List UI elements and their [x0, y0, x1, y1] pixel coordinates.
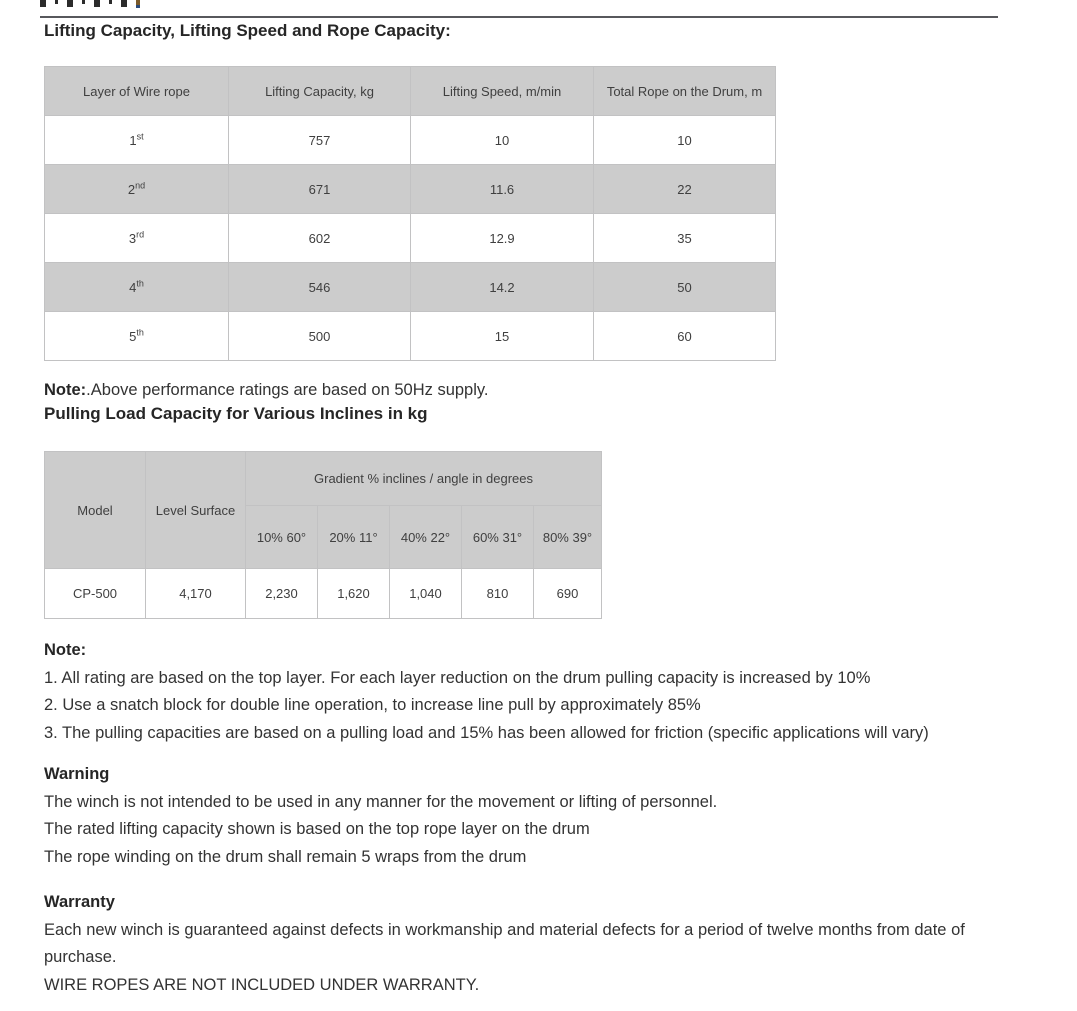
rope-cell: 10 — [594, 116, 776, 165]
note-item-2: 2. Use a snatch block for double line operation, to increase line pull by approximately 85% — [44, 696, 701, 714]
warning-label: Warning — [44, 765, 110, 783]
notes-label: Note: — [44, 641, 87, 659]
warning-section — [44, 761, 994, 871]
table-row — [45, 569, 602, 619]
warning-line-2: The rated lifting capacity shown is based on the top rope layer on the drum — [44, 820, 590, 838]
column-group-gradient: Gradient % inclines / angle in degrees — [246, 452, 602, 506]
layer-ordinal: th — [136, 278, 144, 289]
layer-ordinal: nd — [135, 180, 146, 191]
capacity-cell: 757 — [229, 116, 411, 165]
lifting-capacity-table — [44, 66, 776, 361]
layer-ordinal: th — [136, 327, 144, 338]
table-row — [45, 165, 776, 214]
level-surface-cell: 4,170 — [146, 569, 246, 619]
column-header-gradient-40: 40% 22° — [390, 506, 462, 569]
warning-line-1: The winch is not intended to be used in any manner for the movement or lifting of personnel. — [44, 792, 718, 811]
table-header-row — [45, 452, 602, 506]
warranty-section — [44, 889, 994, 999]
horizontal-divider — [40, 16, 998, 18]
pulling-load-table — [44, 451, 602, 619]
column-header-speed: Lifting Speed, m/min — [411, 67, 594, 116]
warranty-line-1: Each new winch is guaranteed against defects in workmanship and material defects for a period of twelve months from date of purchase. — [44, 920, 965, 966]
column-header-gradient-80: 80% 39° — [534, 506, 602, 569]
rope-cell: 35 — [594, 214, 776, 263]
gradient-10-cell: 2,230 — [246, 569, 318, 619]
rope-cell: 60 — [594, 312, 776, 361]
warranty-line-2: WIRE ROPES ARE NOT INCLUDED UNDER WARRANTY. — [44, 975, 480, 994]
note-item-3: 3. The pulling capacities are based on a pulling load and 15% has been allowed for friction (specific applications will vary) — [44, 723, 929, 742]
layer-cell — [45, 116, 229, 165]
column-header-gradient-20: 20% 11° — [318, 506, 390, 569]
supply-note — [44, 377, 994, 403]
layer-cell — [45, 165, 229, 214]
speed-cell: 11.6 — [411, 165, 594, 214]
column-header-capacity: Lifting Capacity, kg — [229, 67, 411, 116]
column-header-layer: Layer of Wire rope — [45, 67, 229, 116]
capacity-cell: 546 — [229, 263, 411, 312]
note-label: Note: — [44, 381, 87, 399]
capacity-cell: 500 — [229, 312, 411, 361]
table-row — [45, 312, 776, 361]
rope-cell: 22 — [594, 165, 776, 214]
capacity-cell: 671 — [229, 165, 411, 214]
gradient-40-cell: 1,040 — [390, 569, 462, 619]
speed-cell: 15 — [411, 312, 594, 361]
gradient-80-cell: 690 — [534, 569, 602, 619]
model-cell: CP-500 — [45, 569, 146, 619]
pulling-section-heading: Pulling Load Capacity for Various Inclines in kg — [44, 404, 428, 423]
layer-number: 4 — [129, 279, 137, 295]
note-text: .Above performance ratings are based on 50Hz supply. — [86, 381, 489, 399]
layer-cell — [45, 312, 229, 361]
layer-number: 2 — [127, 181, 136, 197]
note-item-1: 1. All rating are based on the top layer. For each layer reduction on the drum pulling capacity is increased by 10% — [44, 668, 871, 687]
layer-number: 3 — [128, 230, 137, 246]
warranty-label: Warranty — [44, 893, 115, 911]
layer-cell — [45, 263, 229, 312]
warning-line-3: The rope winding on the drum shall remain 5 wraps from the drum — [44, 847, 527, 866]
table-row — [45, 116, 776, 165]
column-header-gradient-60: 60% 31° — [462, 506, 534, 569]
layer-number: 1 — [129, 132, 137, 148]
rope-cell: 50 — [594, 263, 776, 312]
cut-off-text-remnant — [40, 0, 320, 9]
layer-ordinal: st — [136, 131, 144, 142]
layer-number: 5 — [129, 328, 137, 344]
column-header-gradient-10: 10% 60° — [246, 506, 318, 569]
capacity-cell: 602 — [229, 214, 411, 263]
table-header-row — [45, 67, 776, 116]
table-row — [45, 263, 776, 312]
speed-cell: 10 — [411, 116, 594, 165]
column-header-level-surface: Level Surface — [146, 452, 246, 569]
speed-cell: 14.2 — [411, 263, 594, 312]
page-content — [44, 20, 994, 999]
lifting-section-heading: Lifting Capacity, Lifting Speed and Rope Capacity: — [44, 21, 451, 40]
gradient-20-cell: 1,620 — [318, 569, 390, 619]
speed-cell: 12.9 — [411, 214, 594, 263]
column-header-rope: Total Rope on the Drum, m — [594, 67, 776, 116]
layer-cell — [45, 214, 229, 263]
gradient-60-cell: 810 — [462, 569, 534, 619]
notes-section — [44, 637, 994, 747]
layer-ordinal: rd — [136, 229, 145, 240]
column-header-model: Model — [45, 452, 146, 569]
table-row — [45, 214, 776, 263]
